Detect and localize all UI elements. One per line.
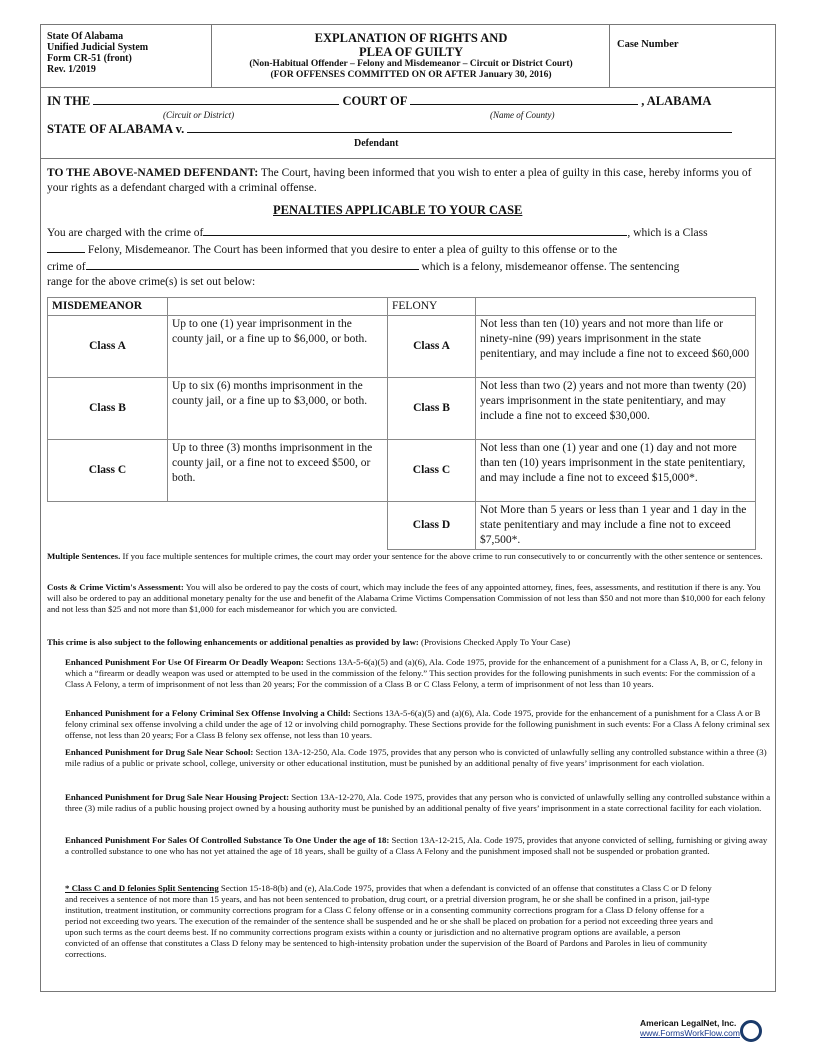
table-header-row bbox=[48, 298, 756, 316]
form-title: EXPLANATION OF RIGHTS AND PLEA OF GUILTY (Non-Habitual Offender – Felony and Misdemeanor – Circuit or District Court) (FOR OFFENSES COMMITTED ON OR AFTER January 30, 2016) bbox=[249, 31, 573, 80]
county-name-field[interactable] bbox=[410, 93, 638, 105]
split-sentencing-paragraph: * Class C and D felonies Split Sentencing Section 15-18-8(b) and (e), Ala.Code 1975, provides that when a defendant is convicted of an offense that constitutes a Class C or D felony and receives a sentence of not more than 15 years, and has not been sentenced to probation, drug court, or a pretrial diversion program, he or she shall be confined in a prison, jail-type institution, treatment institution, or community corrections program for a Class C felony offense or in a consenting community corrections program for a Class D felony offense for a period not exceeding two years. The execution of the remainder of the sentence shall be suspended and he or she shall be placed on probation for a period not exceeding three years and upon such terms as the court deems best. If no community corrections program exists within a county or jurisdiction and no alternative program options are available, a person convicted of an offense that constitutes a Class D felony may be sentenced to high-intensity probation under the supervision of the Board of Pardons and Paroles in lieu of community corrections. bbox=[65, 883, 713, 959]
plea-crime-field[interactable] bbox=[86, 258, 419, 270]
table-row: Class C Up to three (3) months imprisonment in the county jail, or a fine not to exceed $500, or both. Class C Not less than one (1) year and one (1) day and not more than ten (10) years imprisonment in the state penitentiary, and may include a fine not to exceed $15,000*. bbox=[48, 440, 756, 502]
misdemeanor-header: MISDEMEANOR bbox=[48, 298, 168, 316]
table-row: Class D Not More than 5 years or less than 1 year and 1 day in the state penitentiary and may include a fine not to exceed $7,500*. bbox=[48, 502, 756, 550]
table-row: Class B Up to six (6) months imprisonment in the county jail, or a fine up to $3,000, or both. Class B Not less than two (2) years and not more than twenty (20) years imprisonment in the state penitentiary, and may include a fine not to exceed $30,000. bbox=[48, 378, 756, 440]
case-number-label: Case Number bbox=[617, 39, 679, 50]
court-identifier bbox=[47, 31, 148, 75]
circuit-or-district-field[interactable] bbox=[93, 93, 339, 105]
charge-section: You are charged with the crime of , which is a Class Felony, Misdemeanor. The Court has been informed that you desire to enter a plea of guilty to this offense or to the crime of which is a felony, misdemeanor offense. The sentencing range for the above crime(s) is set out below: bbox=[47, 224, 775, 290]
circuit-or-district-hint: (Circuit or District) bbox=[163, 110, 235, 120]
enhancement-child-sex-offense: Enhanced Punishment for a Felony Criminal Sex Offense Involving a Child: Sections 13A-5-6(a)(5) and (a)(6), Ala. Code 1975, provide for the enhancement of a punishment for a Class A or B felony criminal sex offense involving a child under the age of 12 or involving child pornography. These Sections provide for the following punishment in such events: For a Class A felony criminal sex offense, not less than 20 years; For a Class B felony sex offense, not less than 10 years. bbox=[65, 708, 770, 740]
multiple-sentences-paragraph: Multiple Sentences. If you face multiple sentences for multiple crimes, the court may order your sentence for the above crime to run consecutively to or concurrently with the other sentence or sentences. bbox=[47, 551, 763, 561]
county-name-hint: (Name of County) bbox=[490, 110, 555, 120]
felony-header: FELONY bbox=[388, 298, 476, 316]
table-row: Class A Up to one (1) year imprisonment in the county jail, or a fine up to $6,000, or both. Class A Not less than ten (10) years and not more than life or ninety-nine (99) years imprisonment in the state penitentiary, and may include a fine not to exceed $60,000 bbox=[48, 316, 756, 378]
court-line: Unified Judicial System bbox=[47, 42, 149, 53]
enhancement-minor-sale: Enhanced Punishment For Sales Of Controlled Substance To One Under the age of 18: Section 13A-12-215, Ala. Code 1975, provides that anyone convicted of selling, furnishing or giving away a controlled substance to one who has not yet attained the age of 18 years, shall be guilty of a Class A Felony and the punishment imposed shall not be suspended or probation granted. bbox=[65, 835, 768, 856]
court-line: Form CR-51 (front) bbox=[47, 53, 132, 64]
defendant-label: Defendant bbox=[354, 138, 399, 149]
penalties-table bbox=[47, 297, 756, 550]
crime-charged-field[interactable] bbox=[203, 224, 627, 236]
charge-class-field[interactable] bbox=[47, 241, 85, 253]
defendant-name-field[interactable] bbox=[187, 121, 732, 133]
enhancement-drug-housing: Enhanced Punishment for Drug Sale Near Housing Project: Section 13A-12-270, Ala. Code 1975, provides that any person who is convicted of unlawfully selling any controlled substance within a three (3) mile radius of a public housing project owned by a housing authority must be punished by an additional penalty of five years’ imprisonment in a state correctional facility for each violation. bbox=[65, 792, 771, 813]
court-line: State Of Alabama bbox=[47, 31, 124, 42]
enhancements-intro: This crime is also subject to the following enhancements or additional penalties as provided by law: (Provisions Checked Apply To Your Case) bbox=[47, 637, 571, 647]
enhancement-firearm: Enhanced Punishment For Use Of Firearm Or Deadly Weapon: Sections 13A-5-6(a)(5) and (a)(6), Ala. Code 1975, provide for the enhancement of a punishment for a Class A, B, or C, felony in which a “firearm or deadly weapon was used or attempted to be used in the commission of the felony.” This section provides for the following punishments in such events: For the commission of a Class A Felony, a term of imprisonment of not less than 20 years; For the commission of a Class B or C Class Felony, a term of imprisonment of not less than 10 years. bbox=[65, 657, 763, 689]
intro-paragraph: TO THE ABOVE-NAMED DEFENDANT: The Court, having been informed that you wish to enter a plea of guilty in this case, hereby informs you of your rights as a defendant charged with a criminal offense. bbox=[47, 167, 752, 194]
form-frame bbox=[40, 24, 776, 992]
publisher-logo-icon bbox=[740, 1020, 762, 1042]
enhancement-drug-school: Enhanced Punishment for Drug Sale Near School: Section 13A-12-250, Ala. Code 1975, provides that any person who is convicted of unlawfully selling any controlled substance within a three (3) mile radius of a public or private school, college, university or other educational institution, must be punished by an additional penalty of five years’ imprisonment for each violation. bbox=[65, 747, 767, 768]
court-line: Rev. 1/2019 bbox=[47, 64, 96, 75]
court-caption-row: IN THE COURT OF , ALABAMA bbox=[47, 94, 712, 108]
penalties-heading: PENALTIES APPLICABLE TO YOUR CASE bbox=[273, 203, 523, 217]
publisher-logo: American LegalNet, Inc. www.FormsWorkFlow.com bbox=[640, 1018, 740, 1038]
defendant-row: STATE OF ALABAMA v. bbox=[47, 121, 732, 137]
costs-paragraph: Costs & Crime Victim's Assessment: You will also be ordered to pay the costs of court, which may include the fees of any appointed attorney, fines, fees, assessments, and restitution if there is any. You will also be ordered to pay an additional monetary penalty for the use and benefit of the Alabama Crime Victims Compensation Commission of not less than $50 and not more than $10,000 for each felony and not less than $25 and not more than $1,000 for each misdemeanor for which you are convicted. bbox=[47, 582, 766, 614]
publisher-link[interactable]: www.FormsWorkFlow.com bbox=[640, 1028, 740, 1038]
